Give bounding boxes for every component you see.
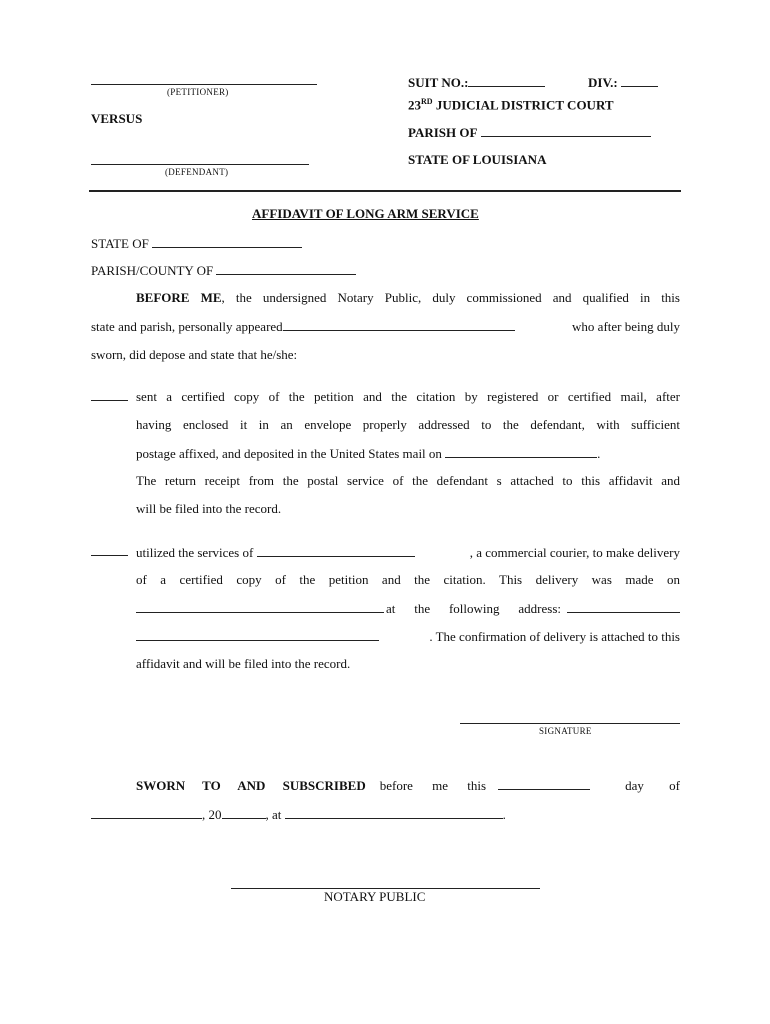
option1-line-5: will be filed into the record. xyxy=(136,501,282,516)
notary-signature-line[interactable] xyxy=(231,876,540,889)
address-field-2[interactable] xyxy=(136,628,379,641)
sworn-line-1: SWORN TO AND SUBSCRIBED before me this day of xyxy=(136,778,680,793)
div-field[interactable] xyxy=(621,74,658,87)
defendant-line[interactable] xyxy=(91,152,309,165)
location-field[interactable] xyxy=(285,806,503,819)
state-of-row xyxy=(91,235,302,252)
intro-line-2: state and parish, personally appeared who after being duly xyxy=(91,319,680,334)
option2-line-3: at the following address: xyxy=(136,600,680,617)
parish-label: PARISH OF xyxy=(408,125,478,140)
parish-county-field[interactable] xyxy=(216,262,356,275)
month-field[interactable] xyxy=(91,806,202,819)
caption-divider xyxy=(89,190,681,192)
court-name: 23RD JUDICIAL DISTRICT COURT xyxy=(408,97,614,113)
appeared-name-field[interactable] xyxy=(283,318,515,331)
state-of-field[interactable] xyxy=(152,235,302,248)
intro-line-3: sworn, did depose and state that he/she: xyxy=(91,347,298,362)
petitioner-line[interactable] xyxy=(91,72,317,85)
courier-name-field[interactable] xyxy=(257,544,415,557)
state-louisiana: STATE OF LOUISIANA xyxy=(408,152,547,167)
year-field[interactable] xyxy=(222,806,266,819)
option2-line-4: . The confirmation of delivery is attached to this xyxy=(136,628,680,645)
delivery-date-field[interactable] xyxy=(136,600,384,613)
div-label: DIV.: xyxy=(588,75,618,90)
document-title: AFFIDAVIT OF LONG ARM SERVICE xyxy=(252,206,479,221)
option2-line-2: of a certified copy of the petition and the citation. This delivery was made on xyxy=(136,572,680,587)
option1-line-3: postage affixed, and deposited in the United States mail on . xyxy=(136,446,601,461)
option2-line-1: utilized the services of , a commercial courier, to make delivery xyxy=(136,545,680,560)
parish-county-label: PARISH/COUNTY OF xyxy=(91,263,214,278)
signature-label: SIGNATURE xyxy=(539,726,592,736)
suit-no-field[interactable] xyxy=(468,74,545,87)
option2-line-5: affidavit and will be filed into the record. xyxy=(136,656,351,671)
state-of-label: STATE OF xyxy=(91,236,149,251)
sworn-bold: SWORN TO AND SUBSCRIBED xyxy=(136,778,366,793)
signature-line[interactable] xyxy=(460,711,680,724)
suit-no-label: SUIT NO.: xyxy=(408,75,469,90)
mail-date-field[interactable] xyxy=(445,445,597,458)
notary-public-label: NOTARY PUBLIC xyxy=(324,889,426,904)
intro-line-1: BEFORE ME, the undersigned Notary Public, duly commissioned and qualified in this xyxy=(136,290,680,305)
div-row xyxy=(588,74,658,91)
petitioner-label: (PETITIONER) xyxy=(167,87,229,97)
option1-check-line[interactable] xyxy=(91,388,128,401)
option2-check-line[interactable] xyxy=(91,543,128,556)
defendant-label: (DEFENDANT) xyxy=(165,167,229,177)
address-field-1[interactable] xyxy=(567,600,680,613)
suit-no-row xyxy=(408,74,545,91)
option1-line-4: The return receipt from the postal service of the defendant s attached to this affidavit and xyxy=(136,473,680,488)
sworn-line-2: , 20 , at . xyxy=(91,806,506,823)
versus-label: VERSUS xyxy=(91,111,143,126)
parish-field[interactable] xyxy=(481,124,651,137)
option1-line-1: sent a certified copy of the petition and the citation by registered or certified mail, after xyxy=(136,389,680,404)
parish-row xyxy=(408,124,651,141)
parish-county-row xyxy=(91,262,356,279)
option1-line-2: having enclosed it in an envelope properly addressed to the defendant, with sufficient xyxy=(136,417,680,432)
before-me: BEFORE ME xyxy=(136,290,222,305)
day-field[interactable] xyxy=(498,777,590,790)
